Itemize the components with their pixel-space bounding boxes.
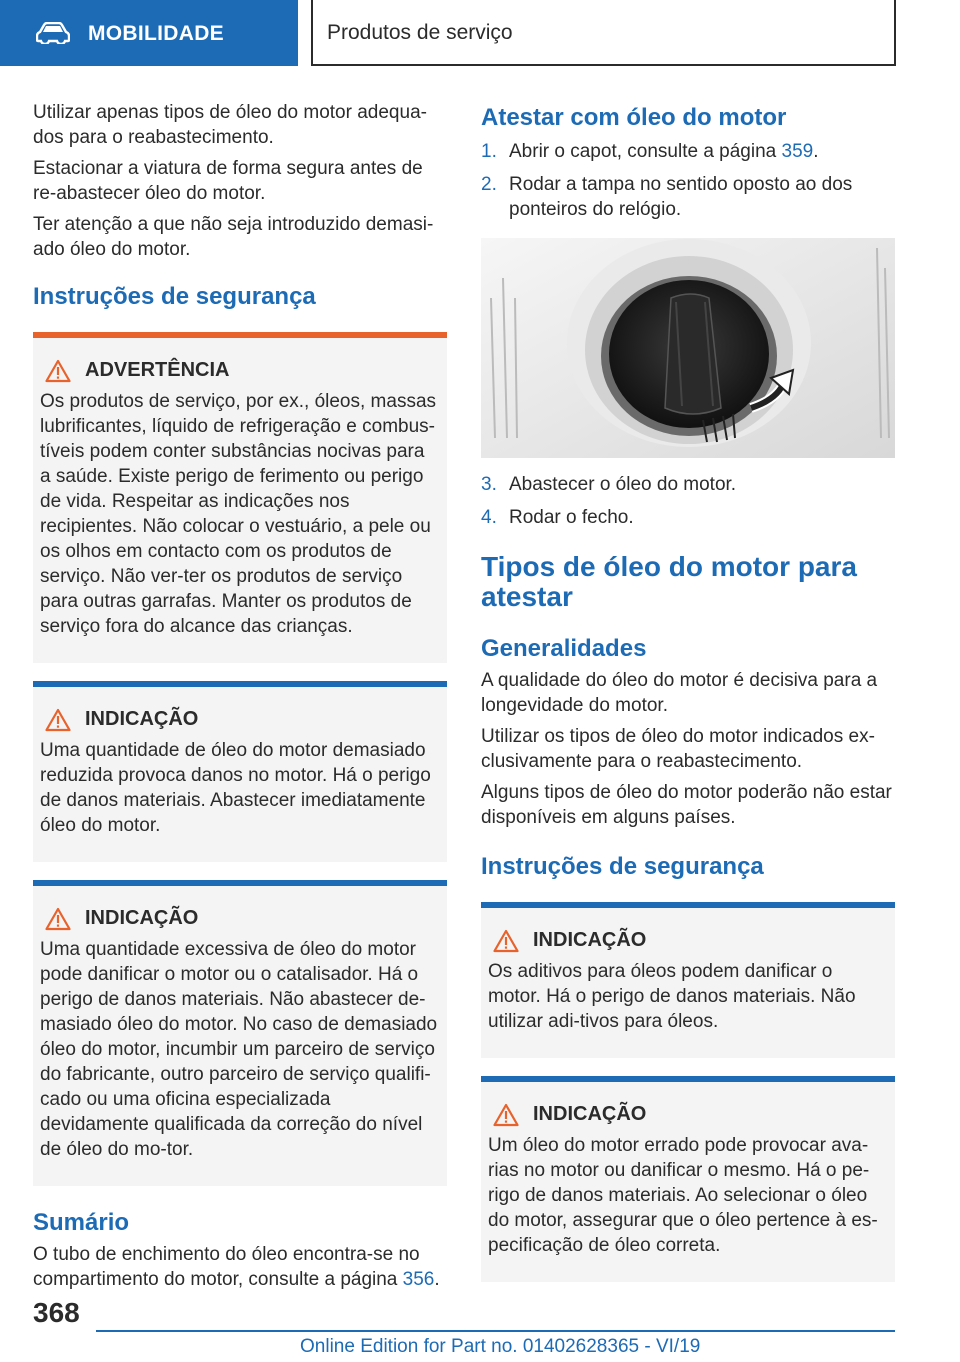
warning-text: Os produtos de serviço, por ex., óleos, massas lubrificantes, líquido de refrigeração e combus-tíveis podem conter substâncias nocivas para a saúde. Existe perigo de ferimento ou perigo de vida. Respeitar as indicações nos recipientes. Não colocar o vestuário, a pele ou os olhos em contacto com os produtos de serviço. Não ver-ter os produtos de serviço para outras garrafas. Manter os produtos de serviço fora do alcance das crianças. xyxy=(40,391,437,637)
notice-text: Os aditivos para óleos podem danificar o motor. Há o perigo de danos materiais. Não utilizar adi-tivos para óleos. xyxy=(488,961,856,1032)
notice-title: INDICAÇÃO xyxy=(85,907,199,929)
notice-title: INDICAÇÃO xyxy=(85,708,199,730)
section-tab xyxy=(0,0,298,66)
page-number: 368 xyxy=(33,1297,80,1328)
list-item: 1. Abrir o capot, consulte a página 359. xyxy=(481,141,819,162)
steps-list xyxy=(481,139,895,222)
warning-triangle-icon xyxy=(45,708,71,732)
general-paragraph: A qualidade do óleo do motor é decisiva para a longevidade do motor. xyxy=(481,670,878,716)
list-item: 2. Rodar a tampa no sentido oposto ao dos ponteiros do relógio. xyxy=(481,174,853,220)
notice-title: INDICAÇÃO xyxy=(533,929,647,951)
warning-triangle-icon xyxy=(45,907,71,931)
warning-box xyxy=(33,332,447,663)
intro-paragraph: Utilizar apenas tipos de óleo do motor adequa-dos para o reabastecimento. xyxy=(33,102,427,148)
right-column xyxy=(481,100,895,1300)
page-link[interactable]: 359 xyxy=(781,141,814,162)
general-paragraph: Utilizar os tipos de óleo do motor indicados ex-clusivamente para o reabastecimento. xyxy=(481,726,875,772)
notice-text: Uma quantidade excessiva de óleo do motor pode danificar o motor ou o catalisador. Há o perigo de danos materiais. Não abastecer de-masiado óleo do motor. No caso de demasiado óleo do motor, incumbir um parceiro de serviço do fabricante, outro parceiro de serviço qualifi-cado ou uma oficina especializada devidamente qualificada da correção do nível de óleo do mo-tor. xyxy=(40,939,438,1160)
section-label: MOBILIDADE xyxy=(88,21,224,45)
notice-box xyxy=(481,902,895,1058)
page-link[interactable]: 356 xyxy=(402,1269,435,1290)
intro-paragraph: Ter atenção a que não seja introduzido demasi-ado óleo do motor. xyxy=(33,214,434,260)
car-icon xyxy=(36,22,70,44)
notice-box xyxy=(481,1076,895,1282)
list-item: 3. Abastecer o óleo do motor. xyxy=(481,474,737,495)
notice-title: INDICAÇÃO xyxy=(533,1103,647,1125)
notice-box xyxy=(33,880,447,1186)
fill-heading: Atestar com óleo do motor xyxy=(481,104,787,131)
safety-heading: Instruções de segurança xyxy=(481,853,764,880)
notice-text: Uma quantidade de óleo do motor demasiado reduzida provoca danos no motor. Há o perigo de danos materiais. Abastecer imediatamente óleo do motor. xyxy=(40,740,431,836)
oil-cap-photo xyxy=(481,238,895,458)
warning-triangle-icon xyxy=(45,359,71,383)
steps-list xyxy=(481,472,895,530)
summary-text: O tubo de enchimento do óleo encontra-se no compartimento do motor, consulte a página 356. xyxy=(33,1244,440,1290)
notice-text: Um óleo do motor errado pode provocar ava-rias no motor ou danificar o mesmo. Há o pe-rigo de danos materiais. Ao selecionar o óleo do motor, assegurar que o óleo pertence à es-pecificação de óleo correta. xyxy=(488,1135,878,1256)
list-item: 4. Rodar o fecho. xyxy=(481,507,634,528)
intro-paragraph: Estacionar a viatura de forma segura antes de re-abastecer óleo do motor. xyxy=(33,158,423,204)
warning-title: ADVERTÊNCIA xyxy=(85,359,230,381)
footer-divider xyxy=(96,1330,895,1332)
safety-heading: Instruções de segurança xyxy=(33,283,316,310)
page-title: Produtos de serviço xyxy=(311,0,896,66)
footer-edition: Online Edition for Part no. 01402628365 - VI/19 xyxy=(300,1336,701,1357)
notice-box xyxy=(33,681,447,862)
left-column xyxy=(33,100,447,1298)
general-paragraph: Alguns tipos de óleo do motor poderão não estar disponíveis em alguns países. xyxy=(481,782,892,828)
warning-triangle-icon xyxy=(493,929,519,953)
warning-triangle-icon xyxy=(493,1103,519,1127)
general-heading: Generalidades xyxy=(481,635,647,662)
types-heading: Tipos de óleo do motor para atestar xyxy=(481,551,857,612)
summary-heading: Sumário xyxy=(33,1209,130,1236)
